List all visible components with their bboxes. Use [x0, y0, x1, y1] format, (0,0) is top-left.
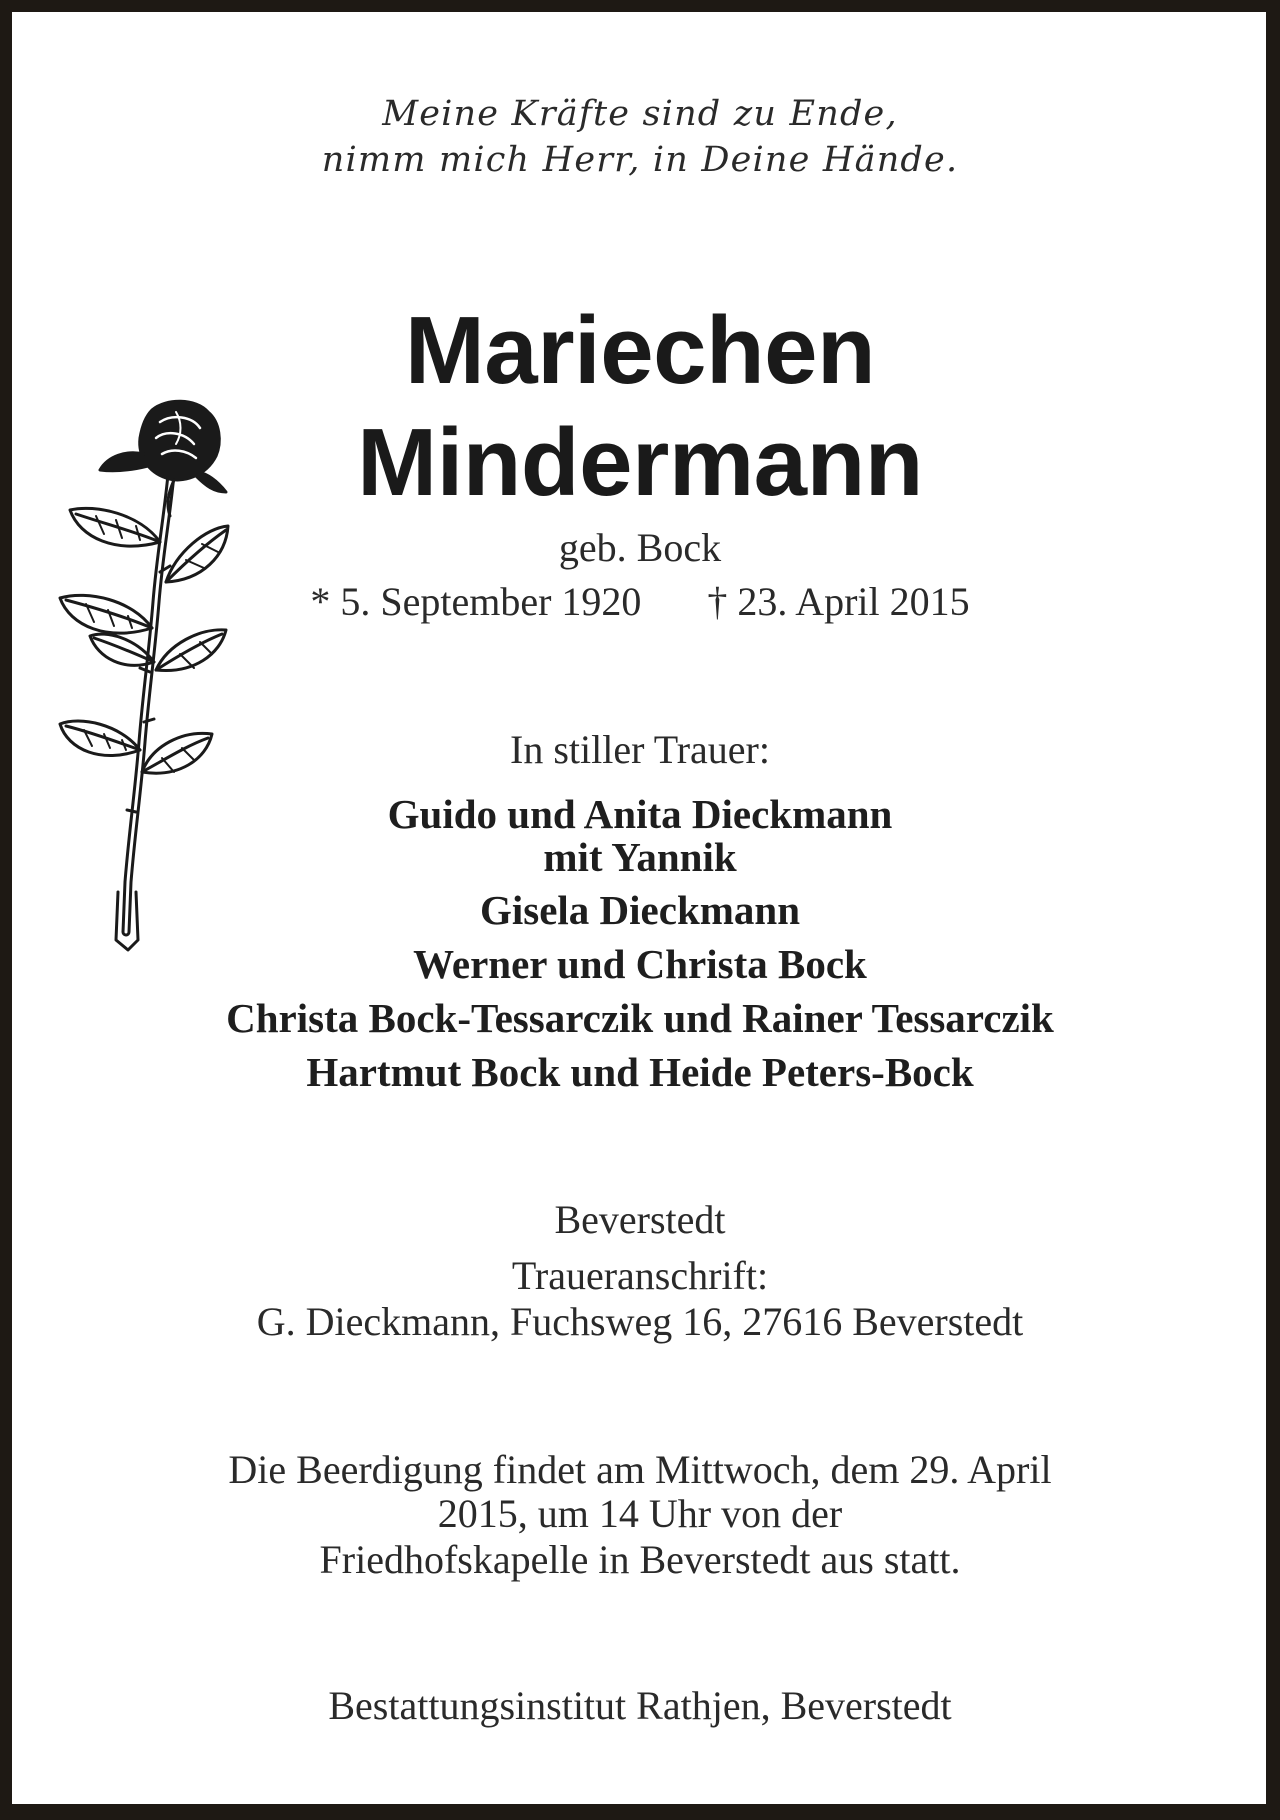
mourner-line: Gisela Dieckmann [479, 887, 801, 933]
address-label: Traueranschrift: [511, 1253, 769, 1298]
motto-line-2: nimm mich Herr, in Deine Hände. [321, 140, 959, 180]
mourner-line: Hartmut Bock und Heide Peters-Bock [306, 1049, 974, 1095]
mourner-line: Werner und Christa Bock [413, 941, 867, 987]
mourning-label: In stiller Trauer: [510, 727, 770, 772]
rose-icon [56, 392, 238, 952]
mourner-line: Guido und Anita Dieckmann [387, 791, 893, 837]
mourning-address: G. Dieckmann, Fuchsweg 16, 27616 Beverstedt [256, 1299, 1024, 1344]
motto-line-1: Meine Kräfte sind zu Ende, [382, 94, 898, 134]
place: Beverstedt [554, 1197, 726, 1242]
deceased-first-name: Mariechen [404, 297, 876, 404]
death-date: † 23. April 2015 [707, 579, 970, 624]
deceased-last-name: Mindermann [357, 409, 923, 516]
funeral-notice-line: Die Beerdigung findet am Mittwoch, dem 29. April [228, 1447, 1052, 1492]
mourner-line: mit Yannik [543, 834, 737, 880]
mourner-line: Christa Bock-Tessarczik und Rainer Tessarczik [226, 995, 1054, 1041]
birth-date: * 5. September 1920 [310, 579, 642, 624]
undertaker: Bestattungsinstitut Rathjen, Beverstedt [328, 1683, 952, 1728]
funeral-notice-line: 2015, um 14 Uhr von der [437, 1491, 843, 1536]
funeral-notice-line: Friedhofskapelle in Beverstedt aus statt. [319, 1537, 961, 1582]
maiden-name: geb. Bock [558, 525, 722, 570]
